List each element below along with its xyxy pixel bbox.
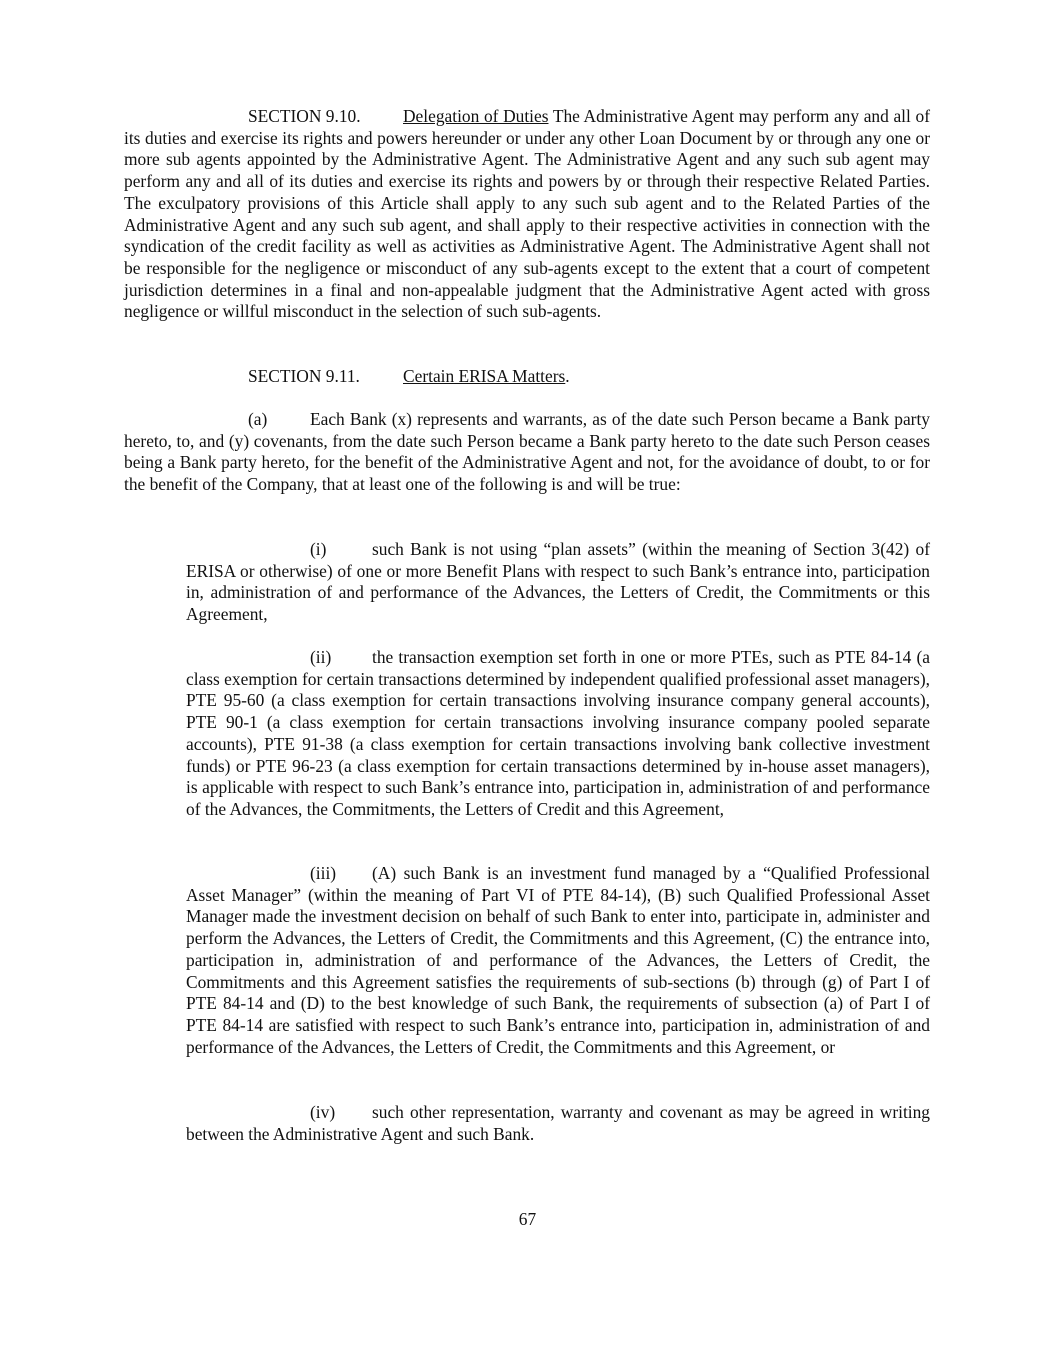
clause-i-label: (i) (310, 539, 327, 559)
clause-iv-label: (iv) (310, 1102, 336, 1122)
clause-a-paragraph (124, 409, 930, 496)
clause-iii-text: (A) such Bank is an investment fund managed by a “Qualified Professional Asset Manager” (within the meaning of Part VI of PTE 84-14), (B) such Qualified Professional Asset Manager made the investment decision on behalf of such Bank to enter into, participate in, administer and perform the Advances, the Letters of Credit, the Commitments and this Agreement, (C) the entrance into, participation in, administration of and performance of the Advances, the Letters of Credit, the Commitments and this Agreement satisfies the requirements of sub-sections (b) through (g) of Part I of PTE 84-14 and (D) to the best knowledge of such Bank, the requirements of subsection (a) of Part I of PTE 84-14 are satisfied with respect to such Bank’s entrance into, participation in, administration of and performance of the Advances, the Letters of Credit, the Commitments and this Agreement, or (186, 863, 930, 1057)
section-9-11-heading-suffix: . (565, 366, 570, 386)
section-9-10-number: SECTION 9.10. (248, 106, 361, 126)
clause-i-paragraph (186, 539, 930, 626)
clause-ii-label: (ii) (310, 647, 332, 667)
clause-iii-label: (iii) (310, 863, 337, 883)
page-number: 67 (518, 1209, 537, 1229)
section-9-10-body: The Administrative Agent may perform any and all of its duties and exercise its rights and powers hereunder or under any other Loan Document by or through any one or more sub agents appointed by the Administrative Agent. The Administrative Agent and any such sub agent may perform any and all of its duties and exercise its rights and powers by or through their respective Related Parties. The exculpatory provisions of this Article shall apply to any such sub agent and to the Related Parties of the Administrative Agent and any such sub agent, and shall apply to their respective activities in connection with the syndication of the credit facility as well as activities as Administrative Agent. The Administrative Agent shall not be responsible for the negligence or misconduct of any sub-agents except to the extent that a court of competent jurisdiction determines in a final and non-appealable judgment that the Administrative Agent acted with gross negligence or willful misconduct in the selection of such sub-agents. (124, 106, 930, 322)
section-9-11-heading-line (248, 366, 570, 388)
section-9-10-paragraph (124, 106, 930, 323)
clause-a-label: (a) (248, 409, 268, 429)
section-9-11-number: SECTION 9.11. (248, 366, 360, 386)
clause-ii-paragraph (186, 647, 930, 821)
section-9-11-heading: Certain ERISA Matters (403, 366, 566, 386)
clause-iv-text: such other representation, warranty and covenant as may be agreed in writing between the Administrative Agent and such Bank. (186, 1102, 930, 1144)
clause-a-text: Each Bank (x) represents and warrants, as of the date such Person became a Bank party hereto, to, and (y) covenants, from the date such Person became a Bank party hereto to the date such Person ceases being a Bank party hereto, for the benefit of the Administrative Agent and not, for the avoidance of doubt, to or for the benefit of the Company, that at least one of the following is and will be true: (124, 409, 930, 495)
clause-i-text: such Bank is not using “plan assets” (within the meaning of Section 3(42) of ERISA or otherwise) of one or more Benefit Plans with respect to such Bank’s entrance into, participation in, administration of and performance of the Advances, the Letters of Credit, the Commitments or this Agreement, (186, 539, 930, 625)
clause-ii-text: the transaction exemption set forth in one or more PTEs, such as PTE 84-14 (a class exemption for certain transactions determined by independent qualified professional asset managers), PTE 95-60 (a class exemption for certain transactions involving insurance company general accounts), PTE 90-1 (a class exemption for certain transactions involving insurance company pooled separate accounts), PTE 91-38 (a class exemption for certain transactions involving bank collective investment funds) or PTE 96-23 (a class exemption for certain transactions determined by in-house asset managers), is applicable with respect to such Bank’s entrance into, participation in, administration of and performance of the Advances, the Commitments, the Letters of Credit and this Agreement, (186, 647, 930, 819)
clause-iv-paragraph (186, 1102, 930, 1145)
clause-iii-paragraph (186, 863, 930, 1058)
section-9-10-heading: Delegation of Duties (403, 106, 549, 126)
